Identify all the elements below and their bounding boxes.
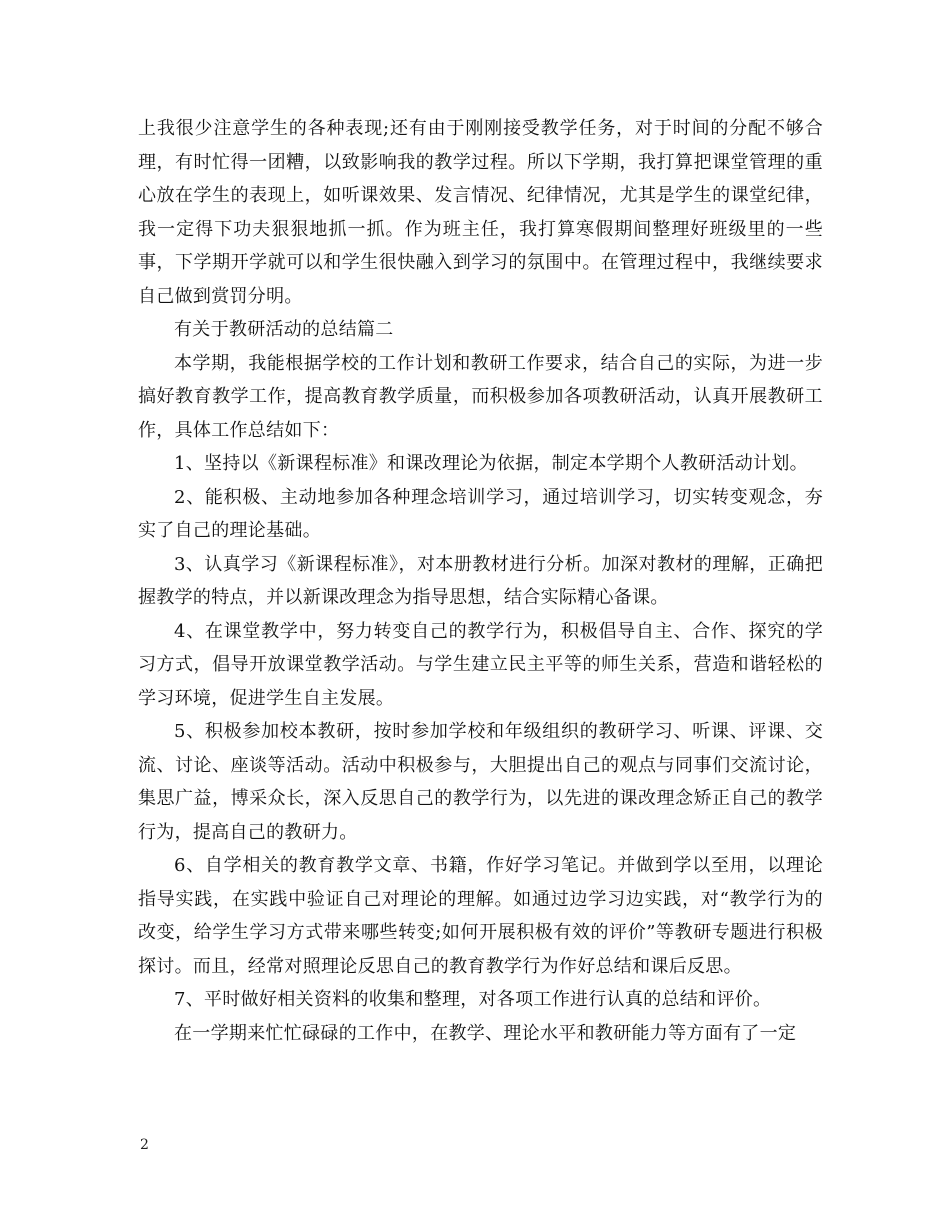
list-item-5: 5、积极参加校本教研，按时参加学校和年级组织的教研学习、听课、评课、交流、讨论、座谈等活动。活动中积极参与，大胆提出自己的观点与同事们交流讨论，集思广益，博采众长，深入反思自己的教学行为，以先进的课改理念矫正自己的教学行为，提高自己的教研力。 [138, 721, 823, 843]
list-item-7: 7、平时做好相关资料的收集和整理，对各项工作进行认真的总结和评价。 [174, 989, 772, 1010]
list-item-6: 6、自学相关的教育教学文章、书籍，作好学习笔记。并做到学以至用，以理论指导实践，在实践中验证自己对理论的理解。如通过边学习边实践，对“教学行为的改变，给学生学习方式带来哪些转变;如何开展积极有效的评价”等教研专题进行积极探讨。而且，经常对照理论反思自己的教育教学行为作好总结和课后反思。 [138, 855, 823, 977]
list-item-1: 1、坚持以《新课程标准》和课改理论为依据，制定本学期个人教研活动计划。 [174, 453, 808, 474]
document-body [138, 112, 823, 1050]
paragraph-closing: 在一学期来忙忙碌碌的工作中，在教学、理论水平和教研能力等方面有了一定 [174, 1022, 797, 1044]
page-number: 2 [140, 1137, 149, 1153]
list-item-3: 3、认真学习《新课程标准》，对本册教材进行分析。加深对教材的理解，正确把握教学的特点，并以新课改理念为指导思想，结合实际精心备课。 [138, 553, 823, 608]
paragraph-intro: 本学期，我能根据学校的工作计划和教研工作要求，结合自己的实际，为进一步搞好教育教学工作，提高教育教学质量，而积极参加各项教研活动，认真开展教研工作，具体工作总结如下： [138, 352, 823, 441]
list-item-2: 2、能积极、主动地参加各种理念培训学习，通过培训学习，切实转变观念，夯实了自己的理论基础。 [138, 486, 823, 541]
list-item-4: 4、在课堂教学中，努力转变自己的教学行为，积极倡导自主、合作、探究的学习方式，倡导开放课堂教学活动。与学生建立民主平等的师生关系，营造和谐轻松的学习环境，促进学生自主发展。 [138, 620, 823, 709]
section-heading: 有关于教研活动的总结篇二 [174, 319, 394, 340]
paragraph-continuation: 上我很少注意学生的各种表现;还有由于刚刚接受教学任务，对于时间的分配不够合理，有时忙得一团糟，以致影响我的教学过程。所以下学期，我打算把课堂管理的重心放在学生的表现上，如听课效果、发言情况、纪律情况，尤其是学生的课堂纪律，我一定得下功夫狠狠地抓一抓。作为班主任，我打算寒假期间整理好班级里的一些事，下学期开学就可以和学生很快融入到学习的氛围中。在管理过程中，我继续要求自己做到赏罚分明。 [138, 118, 823, 307]
